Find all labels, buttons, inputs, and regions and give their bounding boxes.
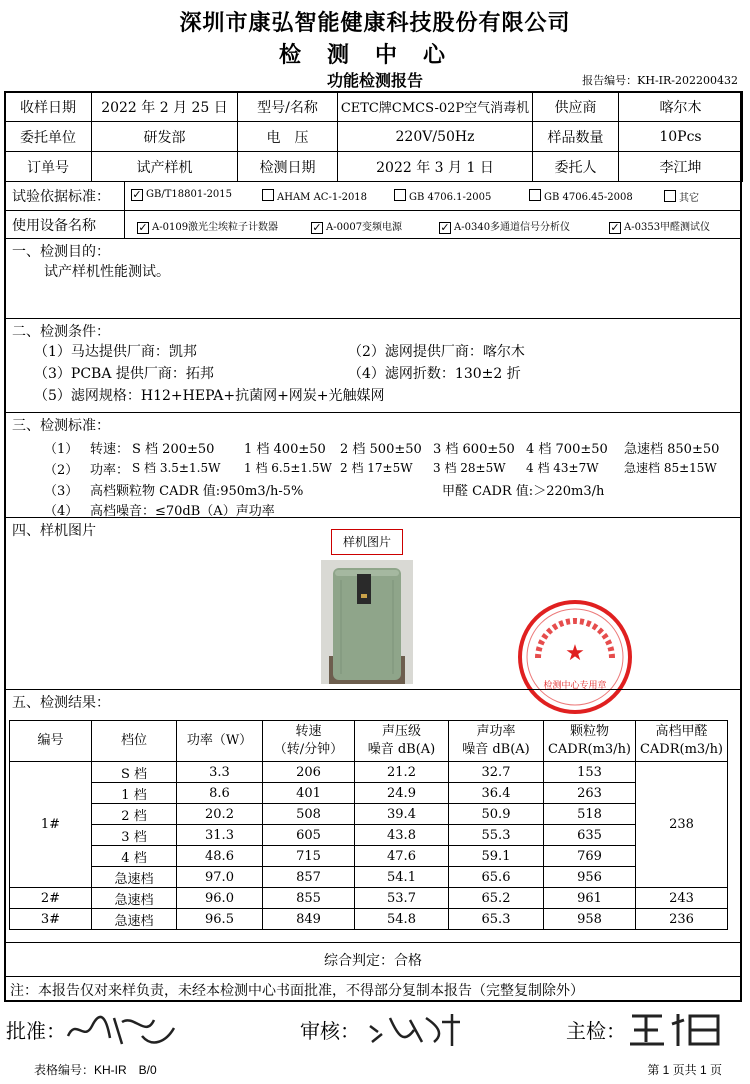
checkbox-empty-icon[interactable] [664, 190, 676, 202]
condition-item: （4）滤网折数：130±2 折 [348, 366, 521, 382]
table-row [10, 783, 728, 804]
section-heading: 一、检测目的： [12, 244, 110, 260]
table-cell: 急速档 [92, 867, 177, 888]
table-cell: 47.6 [355, 846, 449, 867]
svg-text:★: ★ [565, 641, 585, 666]
info-value: 喀尔木 [619, 92, 743, 122]
criteria-section [4, 412, 742, 517]
info-value: 2022 年 2 月 25 日 [92, 92, 238, 122]
info-label: 委托人 [533, 152, 619, 182]
table-cell: 50.9 [449, 804, 544, 825]
note-text: 注：本报告仅对来样负责，未经本检测中心书面批准，不得部分复制本报告（完整复制除外） [10, 983, 584, 999]
criteria-number: （4） [44, 504, 79, 519]
equipment-option[interactable]: ✓ A-0353甲醛测试仪 [610, 221, 711, 234]
table-cell: 32.7 [449, 762, 544, 783]
inspector-signature [626, 1006, 726, 1050]
power-spec: S 档 3.5±1.5W [132, 461, 221, 475]
standard-option[interactable]: GB 4706.45-2008 [529, 189, 633, 203]
conditions-section [4, 318, 742, 412]
table-cell: 857 [263, 867, 355, 888]
equipment-option[interactable]: ✓ A-0007变频电源 [312, 221, 403, 234]
checkbox-empty-icon[interactable] [394, 189, 406, 201]
info-table [4, 91, 743, 182]
info-value: 2022 年 3 月 1 日 [338, 152, 533, 182]
speed-spec: 4 档 700±50 [526, 442, 608, 457]
checkbox-empty-icon[interactable] [262, 189, 274, 201]
equipment-label: 使用设备名称 [12, 218, 96, 234]
table-cell: 39.4 [355, 804, 449, 825]
criteria-label: 功率： [90, 463, 130, 478]
verdict-row [4, 942, 742, 976]
table-row [10, 867, 728, 888]
info-value: 220V/50Hz [338, 122, 533, 152]
table-cell: 153 [544, 762, 636, 783]
table-row [10, 762, 728, 783]
table-cell: 急速档 [92, 909, 177, 930]
table-cell: 263 [544, 783, 636, 804]
equipment-option[interactable]: ✓ A-0109激光尘埃粒子计数器 [138, 221, 279, 234]
standard-option[interactable]: 其它 [664, 189, 699, 204]
speed-spec: 2 档 500±50 [340, 442, 422, 457]
checkbox-checked-icon[interactable]: ✓ [610, 221, 620, 234]
info-value: 试产样机 [92, 152, 238, 182]
column-header: 高档甲醛 CADR(m3/h) [636, 721, 728, 762]
table-cell: 238 [636, 762, 728, 888]
info-value: 研发部 [92, 122, 238, 152]
info-label: 检测日期 [238, 152, 338, 182]
info-value: 10Pcs [619, 122, 743, 152]
condition-item: （1）马达提供厂商：凯邦 [34, 344, 197, 360]
speed-spec: 3 档 600±50 [433, 442, 515, 457]
table-cell: 43.8 [355, 825, 449, 846]
cadr-spec: 高档颗粒物 CADR 值:950m3/h-5% [90, 484, 304, 499]
info-row [5, 92, 743, 122]
standards-label: 试验依据标准： [12, 189, 110, 205]
info-label: 供应商 [533, 92, 619, 122]
table-cell: 518 [544, 804, 636, 825]
info-row [5, 152, 743, 182]
standard-option[interactable]: ✓ GB/T18801-2015 [132, 188, 233, 201]
table-cell: 243 [636, 888, 728, 909]
formaldehyde-spec: 甲醛 CADR 值:＞220m3/h [442, 484, 605, 499]
power-spec: 4 档 43±7W [526, 461, 599, 475]
svg-text:检测中心专用章: 检测中心专用章 [543, 681, 607, 691]
table-cell: 855 [263, 888, 355, 909]
criteria-label: 转速： [90, 442, 130, 457]
standard-option[interactable]: AHAM AC-1-2018 [262, 189, 367, 203]
column-header: 编号 [10, 721, 92, 762]
sample-id: 2# [10, 888, 92, 909]
table-cell: 8.6 [177, 783, 263, 804]
table-cell: 65.3 [449, 909, 544, 930]
info-label: 型号/名称 [238, 92, 338, 122]
inspect-label: 主检： [566, 1019, 626, 1043]
purpose-text: 试产样机性能测试。 [44, 264, 170, 280]
approver-signature [62, 1008, 182, 1050]
table-cell: 961 [544, 888, 636, 909]
table-cell: 65.2 [449, 888, 544, 909]
table-cell: 2 档 [92, 804, 177, 825]
table-cell: 53.7 [355, 888, 449, 909]
info-value: CETC牌CMCS-02P空气消毒机 [338, 92, 533, 122]
table-cell: 31.3 [177, 825, 263, 846]
table-cell: 635 [544, 825, 636, 846]
info-row [5, 122, 743, 152]
approve-label: 批准： [6, 1019, 66, 1043]
table-cell: 20.2 [177, 804, 263, 825]
table-row [10, 804, 728, 825]
table-cell: 4 档 [92, 846, 177, 867]
power-spec: 1 档 6.5±1.5W [244, 461, 332, 475]
table-cell: S 档 [92, 762, 177, 783]
section-heading: 三、检测标准： [12, 418, 110, 434]
column-header: 功率（W） [177, 721, 263, 762]
table-cell: 96.5 [177, 909, 263, 930]
section-heading: 二、检测条件： [12, 324, 110, 340]
table-row [10, 888, 728, 909]
table-cell: 508 [263, 804, 355, 825]
table-cell: 97.0 [177, 867, 263, 888]
table-row [10, 909, 728, 930]
table-cell: 1 档 [92, 783, 177, 804]
table-cell: 96.0 [177, 888, 263, 909]
info-label: 委托单位 [5, 122, 92, 152]
criteria-number: （2） [44, 463, 79, 478]
table-cell: 3.3 [177, 762, 263, 783]
info-label: 样品数量 [533, 122, 619, 152]
table-cell: 206 [263, 762, 355, 783]
condition-item: （5）滤网规格：H12+HEPA+抗菌网+网炭+光触媒网 [34, 388, 385, 404]
column-header: 声压级 噪音 dB(A) [355, 721, 449, 762]
table-row [10, 846, 728, 867]
table-cell: 急速档 [92, 888, 177, 909]
checkbox-empty-icon[interactable] [529, 189, 541, 201]
criteria-number: （1） [44, 442, 79, 457]
table-cell: 715 [263, 846, 355, 867]
sample-photo [321, 560, 413, 684]
section-heading: 四、样机图片 [12, 523, 96, 539]
report-number: 报告编号：KH-IR-202200432 [582, 74, 738, 87]
checkbox-checked-icon[interactable]: ✓ [138, 221, 148, 234]
condition-item: （3）PCBA 提供厂商：拓邦 [34, 366, 214, 382]
column-header: 声功率 噪音 dB(A) [449, 721, 544, 762]
table-cell: 849 [263, 909, 355, 930]
form-number: 表格编号：KH-IR B/0 [34, 1063, 157, 1077]
report-title: 功能检测报告 [326, 71, 423, 90]
sample-id: 1# [10, 762, 92, 888]
divider [124, 182, 125, 210]
standard-option[interactable]: GB 4706.1-2005 [394, 189, 491, 203]
review-label: 审核： [300, 1019, 360, 1043]
reviewer-signature [364, 1008, 474, 1050]
table-header-row [10, 721, 728, 762]
info-label: 电 压 [238, 122, 338, 152]
photo-caption: 样机图片 [331, 529, 403, 555]
info-label: 收样日期 [5, 92, 92, 122]
table-row [10, 825, 728, 846]
table-cell: 54.8 [355, 909, 449, 930]
checkbox-checked-icon[interactable]: ✓ [312, 221, 322, 234]
table-cell: 236 [636, 909, 728, 930]
column-header: 转速 （转/分钟） [263, 721, 355, 762]
info-label: 订单号 [5, 152, 92, 182]
table-cell: 21.2 [355, 762, 449, 783]
speed-spec: S 档 200±50 [132, 442, 215, 457]
note-row [4, 976, 742, 1002]
table-cell: 65.6 [449, 867, 544, 888]
table-cell: 958 [544, 909, 636, 930]
info-value: 李江坤 [619, 152, 743, 182]
noise-spec: 高档噪音：≤70dB（A）声功率 [90, 504, 275, 519]
table-cell: 605 [263, 825, 355, 846]
table-cell: 3 档 [92, 825, 177, 846]
speed-spec: 1 档 400±50 [244, 442, 326, 457]
checkbox-checked-icon[interactable]: ✓ [440, 221, 450, 234]
page-number: 第 1 页共 1 页 [647, 1063, 722, 1077]
company-name: 深圳市康弘智能健康科技股份有限公司 [179, 10, 571, 36]
table-cell: 36.4 [449, 783, 544, 804]
sample-id: 3# [10, 909, 92, 930]
equipment-option[interactable]: ✓ A-0340多通道信号分析仪 [440, 221, 571, 234]
checkbox-checked-icon[interactable]: ✓ [132, 188, 142, 201]
column-header: 档位 [92, 721, 177, 762]
power-spec: 急速档 85±15W [624, 461, 717, 475]
verdict-text: 综合判定：合格 [324, 953, 422, 969]
table-cell: 48.6 [177, 846, 263, 867]
equipment-row [4, 210, 742, 238]
speed-spec: 急速档 850±50 [624, 442, 720, 457]
table-cell: 769 [544, 846, 636, 867]
results-table [9, 720, 728, 930]
table-cell: 55.3 [449, 825, 544, 846]
purpose-section [4, 238, 742, 318]
standards-row [4, 181, 742, 209]
divider [124, 211, 125, 239]
power-spec: 2 档 17±5W [340, 461, 413, 475]
condition-item: （2）滤网提供厂商：喀尔木 [348, 344, 525, 360]
table-cell: 59.1 [449, 846, 544, 867]
center-name: 检测中心 [278, 42, 471, 68]
table-cell: 956 [544, 867, 636, 888]
power-spec: 3 档 28±5W [433, 461, 506, 475]
column-header: 颗粒物 CADR(m3/h) [544, 721, 636, 762]
table-cell: 401 [263, 783, 355, 804]
criteria-number: （3） [44, 484, 79, 499]
section-heading: 五、检测结果： [12, 695, 110, 711]
table-cell: 54.1 [355, 867, 449, 888]
table-cell: 24.9 [355, 783, 449, 804]
